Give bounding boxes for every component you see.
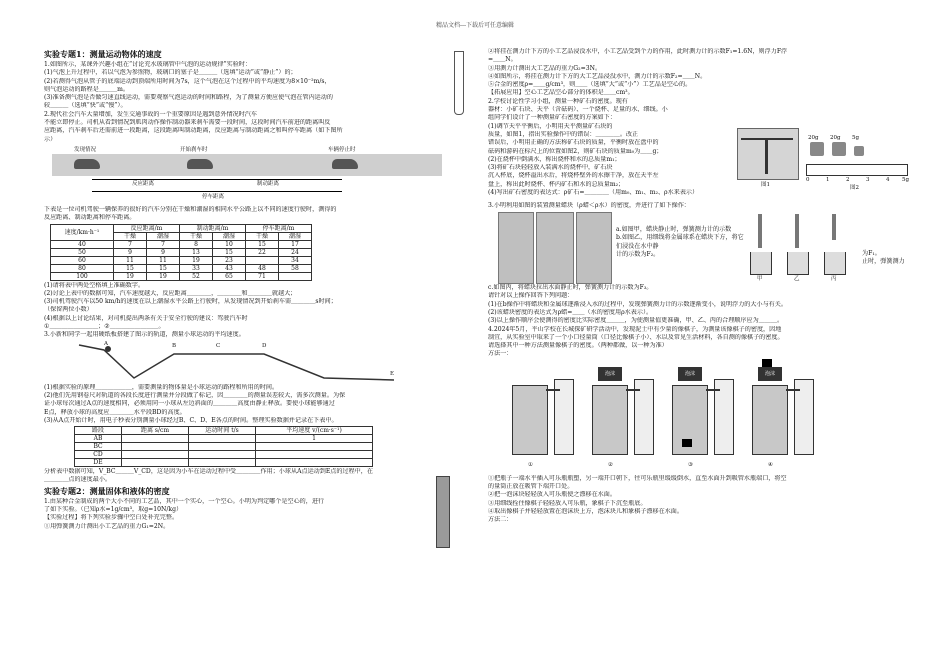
q3-line: (2)该蜡块密度的表达式为ρ蜡=＿＿（水的密度用ρ水表示）。 bbox=[488, 308, 653, 316]
bottle-cylinder-figure bbox=[508, 359, 828, 475]
density-question-1 bbox=[44, 498, 462, 531]
mineral-density-question bbox=[488, 98, 918, 202]
car-icon bbox=[74, 159, 100, 169]
cylinder-label: 丙 bbox=[831, 276, 837, 283]
scale-number: 1 bbox=[826, 176, 830, 183]
weight-label: 5g bbox=[852, 134, 860, 141]
table-header: 停车距离/m bbox=[246, 224, 312, 232]
r-line: ②将挂在测力计下方的小工艺品浸没水中，小工艺品受到个力的作用，此时测力计的示数F₁=1.6N，则浮力F浮 bbox=[488, 48, 788, 55]
bottle-icon bbox=[592, 385, 628, 455]
s2-q1-line: 了如下实验。（已知ρ水=1g/cm³，取g=10N/kg） bbox=[44, 506, 183, 514]
method-line: ②把一泡沫块轻轻放入可乐瓶使之漂移在水面。 bbox=[488, 491, 616, 499]
left-column bbox=[44, 48, 462, 531]
table-row bbox=[51, 248, 312, 256]
table-cell: 24 bbox=[279, 248, 312, 256]
table-row bbox=[75, 459, 373, 467]
r-line: 【拓展应用】空心工艺品空心部分的体积是＿＿cm³。 bbox=[488, 89, 634, 97]
weight-icon bbox=[810, 142, 824, 156]
bottle-setup bbox=[668, 359, 744, 475]
method-line: ④取出像棋子并轻轻放置在泡沫块上方，泡沫块儿和象棋子漂移在水面。 bbox=[488, 507, 683, 515]
table-cell: 15 bbox=[213, 248, 246, 256]
wax-density-figures bbox=[488, 210, 918, 284]
s2-q1-line: 1.由某种合金制成的两个大小不同的工艺品，其中一个实心，一个空心。小明为判定哪个是空心的，进行 bbox=[44, 497, 325, 505]
r-line: ④如图所示，将挂在测力计下方的大工艺品浸没水中，测力计的示数F₂=＿＿N。 bbox=[488, 72, 707, 80]
table-header: 反应距离/m bbox=[114, 224, 180, 232]
method-line: ①把瓶子一端水平插入可乐瓶瓶塑，另一端开口朝下，往可乐瓶里缓缓倒水，直至水面升到吸管水瓶端口，将空 bbox=[488, 474, 787, 482]
q2-line: (1)调节天平平衡后，小明用天平测量矿石块的 bbox=[488, 122, 613, 130]
table-header: 路段 bbox=[75, 427, 122, 435]
q3-tail: ＿＿＿＿点的速度最小。 bbox=[44, 476, 112, 484]
method-line: ③用细线拴住像棋子轻轻放入可乐瓶，象棋子下沉至瓶底。 bbox=[488, 499, 647, 507]
q2-line: 不能立即停止。司机从看到情况到肌肉动作操作制动器来刹车需要一段时间，这段时间汽车前进的距离叫反 bbox=[44, 119, 331, 127]
foam-block: 泡沫 bbox=[598, 367, 622, 381]
q4-line: 制宜，从实验室中取来了一个小口径量筒（口径比像棋子小）、水以及常见生活材料，各自测的像棋子的密度。 bbox=[488, 333, 784, 341]
table-header: 平均速度 v/(cm·s⁻¹) bbox=[256, 427, 373, 435]
r-line: =＿＿N。 bbox=[488, 56, 517, 64]
wax-photo-3 bbox=[576, 212, 612, 284]
table-row bbox=[51, 240, 312, 248]
table-cell bbox=[122, 459, 189, 467]
q3-step: a.如图甲，蜡块静止时，弹簧测力计的示数 bbox=[616, 226, 732, 234]
table-cell: 33 bbox=[180, 264, 213, 272]
table-cell: 7 bbox=[147, 240, 180, 248]
table-header: 距离 s/cm bbox=[122, 427, 189, 435]
stopping-distance-table bbox=[50, 224, 312, 281]
q3-question: 证小球每次通过A点的速度相同，必须用同一小球从左边斜面的＿＿＿＿高度由静止释放。要使小球能够通过 bbox=[44, 400, 335, 408]
q1-line: 则气泡运动的路程是＿＿＿m。 bbox=[44, 85, 129, 93]
table-cell: 8 bbox=[180, 240, 213, 248]
q3-intro: 3.小新和同学一起用硬纸板搭建了图示的轨道，测量小球运动的平均速度。 bbox=[44, 331, 245, 339]
cylinder-label: 乙 bbox=[794, 276, 800, 283]
q1-line: (2)若测得气泡从管子的底端运动到顶端所用时间为7s，这个气泡在这个过程中的平均速度为8×10⁻²m/s， bbox=[44, 77, 331, 85]
q2-line: 组同学们设计了一种测量矿石密度的方案如下： bbox=[488, 114, 616, 122]
straw-icon bbox=[546, 389, 560, 391]
table-header: 运动时间 t/s bbox=[189, 427, 256, 435]
straw-icon bbox=[706, 389, 720, 391]
q2-line: 器材：小矿石块、天平（含砝码）、一个烧杯、足量的水、细线。小 bbox=[488, 106, 668, 114]
q2-line: 2.学校讨论性学习小组，测量一种矿石的密度。现有 bbox=[488, 97, 628, 105]
q2-line: 示） bbox=[44, 135, 57, 143]
table-subheader: 潮湿 bbox=[279, 232, 312, 240]
track-point-label: A bbox=[104, 340, 108, 347]
q3-question: (2)他们先用钢卷尺对轨道的各段长度进行测量并分段做了标记，因＿＿＿＿的测量误差较大，需多次测量。为保 bbox=[44, 391, 346, 399]
track-point-label: E bbox=[390, 370, 395, 377]
table-cell: 71 bbox=[246, 272, 279, 280]
table-cell: CD bbox=[75, 451, 122, 459]
scale-number: 0 bbox=[806, 176, 810, 183]
right-column bbox=[488, 48, 918, 525]
page-header: 精品文档---下载后可任意编辑 bbox=[435, 22, 515, 29]
table-cell: 15 bbox=[147, 264, 180, 272]
track-table bbox=[74, 426, 373, 467]
table-cell: 34 bbox=[279, 256, 312, 264]
table-cell: AB bbox=[75, 435, 122, 443]
method-line: 方法二： bbox=[488, 516, 513, 524]
table-header: 制动距离/m bbox=[180, 224, 246, 232]
q1-line: 较＿＿＿（选填“快”或“慢”）。 bbox=[44, 102, 127, 110]
bottle-icon bbox=[752, 385, 788, 455]
table-row bbox=[51, 272, 312, 280]
table-cell: 50 bbox=[51, 248, 114, 256]
q2-line: 沉入杯底，烧杯溢出水后，将烧杯壁外的水擦干净，放在天平左 bbox=[488, 172, 659, 180]
table-cell: 19 bbox=[114, 272, 147, 280]
spring-scale-figure bbox=[436, 476, 450, 548]
balance-figure bbox=[733, 98, 803, 190]
question-1 bbox=[44, 61, 462, 111]
table-row bbox=[75, 435, 373, 443]
table-cell: 19 bbox=[180, 256, 213, 264]
table-cell: DE bbox=[75, 459, 122, 467]
table-subheader: 干燥 bbox=[114, 232, 147, 240]
q2-question: ①＿＿＿＿＿＿＿＿；②＿＿＿＿＿＿＿＿。 bbox=[44, 323, 165, 331]
straw-icon bbox=[786, 389, 800, 391]
q3-line: 3.小明利用如图的装置测量蜡块（ρ蜡＜ρ水）的密度，并进行了如下操作： bbox=[488, 201, 690, 209]
table-cell: 19 bbox=[147, 272, 180, 280]
reaction-distance-label: 反应距离 bbox=[132, 180, 155, 187]
figure-label: 图2 bbox=[850, 184, 859, 191]
jar-label: ③ bbox=[688, 461, 693, 468]
section-title-2: 实验专题2：测量固体和液体的密度 bbox=[44, 485, 170, 496]
table-cell: 11 bbox=[114, 256, 147, 264]
track-svg bbox=[74, 340, 404, 384]
track-point-label: B bbox=[172, 342, 177, 349]
table-row bbox=[51, 256, 312, 264]
q3-step: 止时，弹簧测力 bbox=[862, 258, 905, 266]
table-cell: 23 bbox=[213, 256, 246, 264]
q3-line: 请针对以上操作回答下列问题： bbox=[488, 292, 574, 300]
method-line: 的量筒正放在吸管下端开口处。 bbox=[488, 483, 574, 491]
table-cell: 9 bbox=[114, 248, 147, 256]
q2-line: (2)在烧杯中倒满水，称出烧杯和水的总质量m₁； bbox=[488, 155, 621, 163]
stopping-distance-label: 停车距离 bbox=[202, 193, 225, 200]
wax-photo-1 bbox=[498, 212, 534, 284]
q3-step: b.如图乙，用细线将金属球系在蜡块下方，将它们浸没在水中静 bbox=[616, 234, 744, 250]
q1-line: (3)准备测气泡是否做匀速直线运动，需要观察气泡运动的时间和路程，为了测量方便应使气泡在管内运动的 bbox=[44, 94, 333, 102]
braking-distance-label: 制动距离 bbox=[257, 180, 280, 187]
spring-cylinder-figure bbox=[750, 212, 860, 282]
table-header: 速度/km·h⁻¹ bbox=[51, 224, 114, 240]
q3-line: c.如图丙，将蜡块拉出水面静止时，弹簧测力计的示数为F₃。 bbox=[488, 284, 653, 292]
q1-line: 1.如图所示，某课外兴趣小组在“讨论充水玻璃管中气泡的运动规律”实验时： bbox=[44, 61, 252, 68]
foam-block: 泡沫 bbox=[678, 367, 702, 381]
car-icon bbox=[187, 159, 213, 169]
s2-q1-line: ①用弹簧测力计测出小工艺品的重力G₁=2N。 bbox=[44, 522, 170, 530]
stopping-distance-figure bbox=[52, 146, 442, 204]
q2-line: (4)写出矿石密度的表达式：ρ矿石=＿＿＿＿（用m₀、m₁、m₂、ρ水来表示） bbox=[488, 189, 699, 197]
q2-line: 砝码和游码在标尺上的位置如图2，则矿石块的质量m₀为＿＿g； bbox=[488, 147, 663, 155]
q2-line: 反应距离、制动距离和停车距离。 bbox=[44, 214, 136, 222]
q3-step: 计的示数为F₂。 bbox=[616, 250, 660, 258]
scale-number: 5g bbox=[902, 176, 910, 183]
bottle-setup bbox=[508, 359, 584, 475]
table-cell: 15 bbox=[246, 240, 279, 248]
weights-scale-figure bbox=[806, 134, 918, 192]
q2-line: 2.现代社会汽车大量增加，发生交通事故的一个重要原因是遇到意外情况时汽车 bbox=[44, 110, 258, 118]
table-cell: 13 bbox=[180, 248, 213, 256]
weight-label: 20g bbox=[830, 134, 841, 141]
table-row bbox=[75, 451, 373, 459]
table-cell bbox=[256, 459, 373, 467]
weight-icon bbox=[854, 146, 864, 156]
table-cell bbox=[189, 459, 256, 467]
table-cell: 22 bbox=[246, 248, 279, 256]
bottle-setup bbox=[588, 359, 664, 475]
q2-line: 应距离，汽车刹车后还需前进一段距离，这段距离叫制动距离，反应距离与制动距离之和叫停车距离（如下图所 bbox=[44, 127, 343, 135]
q3-question: (3)从A点开始计时，用电子秒表分别测量小球经过B、C、D、E各点的时间。整理实验数据并记录在下表中。 bbox=[44, 416, 338, 424]
table-cell: 80 bbox=[51, 264, 114, 272]
table-row bbox=[75, 443, 373, 451]
table-cell: 10 bbox=[213, 240, 246, 248]
q2-line: 错误后，小明用正确的方法称矿石块的质量，平衡时放在盘中的 bbox=[488, 139, 659, 147]
q2-line: 盘上，称出此时烧杯、杯内矿石和水的总质量m₂； bbox=[488, 180, 625, 188]
track-point-label: C bbox=[216, 342, 221, 349]
table-cell bbox=[246, 256, 279, 264]
track-figure bbox=[74, 340, 404, 384]
table-subheader: 潮湿 bbox=[147, 232, 180, 240]
table-cell: BC bbox=[75, 443, 122, 451]
scale-number: 2 bbox=[846, 176, 850, 183]
road-label: 开始刹车时 bbox=[180, 146, 208, 153]
jar-label: ① bbox=[528, 461, 533, 468]
table-cell bbox=[189, 435, 256, 443]
cylinder-label: 甲 bbox=[757, 276, 763, 283]
glass-tube-figure bbox=[454, 51, 464, 115]
bottle-setup bbox=[748, 359, 824, 475]
jar-label: ④ bbox=[768, 461, 773, 468]
table-cell: 9 bbox=[147, 248, 180, 256]
table-cell: 58 bbox=[279, 264, 312, 272]
table-cell bbox=[122, 451, 189, 459]
table-cell: 17 bbox=[279, 240, 312, 248]
weight-icon bbox=[832, 142, 846, 156]
table-subheader: 干燥 bbox=[246, 232, 279, 240]
car-icon bbox=[332, 159, 358, 169]
q3-step: 为F₁。 bbox=[862, 250, 881, 258]
table-cell: 43 bbox=[213, 264, 246, 272]
s2-q1-line: 【实验过程】将下列实验步骤中空白处补充完整。 bbox=[44, 514, 179, 522]
q3-question: (1)根据实验的原理＿＿＿＿＿＿，需要测量的物体量是小球运动的路程和所用的时间。 bbox=[44, 383, 279, 391]
road-label: 车辆停止时 bbox=[328, 146, 356, 153]
q3-line: (1)在b操作中将蜡块和金属球逐渐浸入水的过程中，发现弹簧测力计的示数逐渐变小，说明浮力的大小与有关。 bbox=[488, 300, 787, 308]
q2-question: (3)司机驾驶汽车以50 km/h的速度在以上潮湿水平公路上行驶时，从发现情况到开始刹车需＿＿＿＿s时间； bbox=[44, 298, 337, 306]
chess-piece-icon bbox=[682, 439, 692, 447]
chess-piece-icon bbox=[762, 359, 772, 367]
table-cell bbox=[256, 443, 373, 451]
table-cell bbox=[122, 435, 189, 443]
table-cell bbox=[189, 443, 256, 451]
q3-question: E点，释放小球的高度应＿＿＿＿水平段BD的高度。 bbox=[44, 408, 186, 416]
q1-line: (1)气泡上升过程中，若以气泡为参照物，玻璃口的塞子是＿＿＿（选填“运动”或“静止”）的； bbox=[44, 69, 297, 77]
figure-label: 图1 bbox=[761, 181, 770, 188]
scale-number: 4 bbox=[886, 176, 890, 183]
table-cell bbox=[122, 443, 189, 451]
foam-block: 泡沫 bbox=[758, 367, 782, 381]
q2-question: (4)根据以上讨论结果，对司机提出两条有关于安全行驶的建议：驾驶汽车时 bbox=[44, 314, 248, 322]
r-line: ③用测力计测出大工艺品的重力G₂=3N。 bbox=[488, 64, 602, 72]
table-cell bbox=[279, 272, 312, 280]
table-cell: 7 bbox=[114, 240, 147, 248]
table-cell: 100 bbox=[51, 272, 114, 280]
table-cell: 52 bbox=[180, 272, 213, 280]
track-point-label: D bbox=[262, 342, 267, 349]
q4-line: 方法一： bbox=[488, 350, 513, 358]
wax-photo-2 bbox=[536, 212, 574, 284]
table-cell: 15 bbox=[114, 264, 147, 272]
balance-scale-ruler bbox=[806, 164, 908, 176]
table-cell bbox=[256, 451, 373, 459]
scale-number: 3 bbox=[866, 176, 870, 183]
q2-question: (1)请将表中两处空格填上准确数字。 bbox=[44, 281, 145, 289]
table-cell: 1 bbox=[256, 435, 373, 443]
section-title-1: 实验专题1：测量运动物体的速度 bbox=[44, 49, 162, 59]
road-label: 发现情况 bbox=[74, 146, 97, 153]
table-row bbox=[51, 264, 312, 272]
straw-icon bbox=[626, 389, 640, 391]
q2-question: （保留两位小数） bbox=[44, 306, 93, 314]
table-cell bbox=[189, 451, 256, 459]
q2-line: 下表是一位司机驾驶一辆保养的很好的汽车分别在干燥和潮湿的相同水平公路上以不同的速度行驶时，测得的 bbox=[44, 205, 337, 213]
bottle-icon bbox=[512, 385, 548, 455]
table-cell: 48 bbox=[246, 264, 279, 272]
q4-line: 请选择其中一种方法测量像棋子的密度。（两种都做，以一种为准） bbox=[488, 342, 668, 350]
q3-line: (3)以上操作顺序会使测得的密度比实际密度＿＿＿，为使测量值更准确，甲、乙、丙的合理顺序应为＿＿＿。 bbox=[488, 317, 784, 325]
q3-tail: 分析表中数据可知，V_BC＿＿＿V_CD，这是因为小车在运动过程中受＿＿＿＿作用；小球从A点运动到E点的过程中，在 bbox=[44, 468, 373, 476]
r-line: ⑤合金的密度ρ=＿＿g/cm³，则＿＿（选填“大”或“小”）工艺品是空心的。 bbox=[488, 81, 692, 89]
table-cell: 65 bbox=[213, 272, 246, 280]
table-subheader: 干燥 bbox=[180, 232, 213, 240]
q4-line: 4.2024年5月，平山学校在长城探矿研学活动中，发现泥土中有少量的像棋子，为测量该像棋子的密度，因地 bbox=[488, 325, 782, 333]
q2-line: (3)将矿石块轻轻放入装满水的烧杯中，矿石块 bbox=[488, 164, 613, 172]
q2-line: 质量，如图1，指出实验操作中的错误：＿＿＿＿。改正 bbox=[488, 130, 639, 138]
table-cell: 60 bbox=[51, 256, 114, 264]
q2-question: (2)讨论上表中的数据可知，汽车速度越大，反应距离＿＿＿＿，＿＿＿＿和＿＿＿＿就越大； bbox=[44, 289, 297, 297]
weight-label: 20g bbox=[808, 134, 819, 141]
table-cell: 40 bbox=[51, 240, 114, 248]
jar-label: ② bbox=[608, 461, 613, 468]
table-subheader: 潮湿 bbox=[213, 232, 246, 240]
table-cell: 11 bbox=[147, 256, 180, 264]
